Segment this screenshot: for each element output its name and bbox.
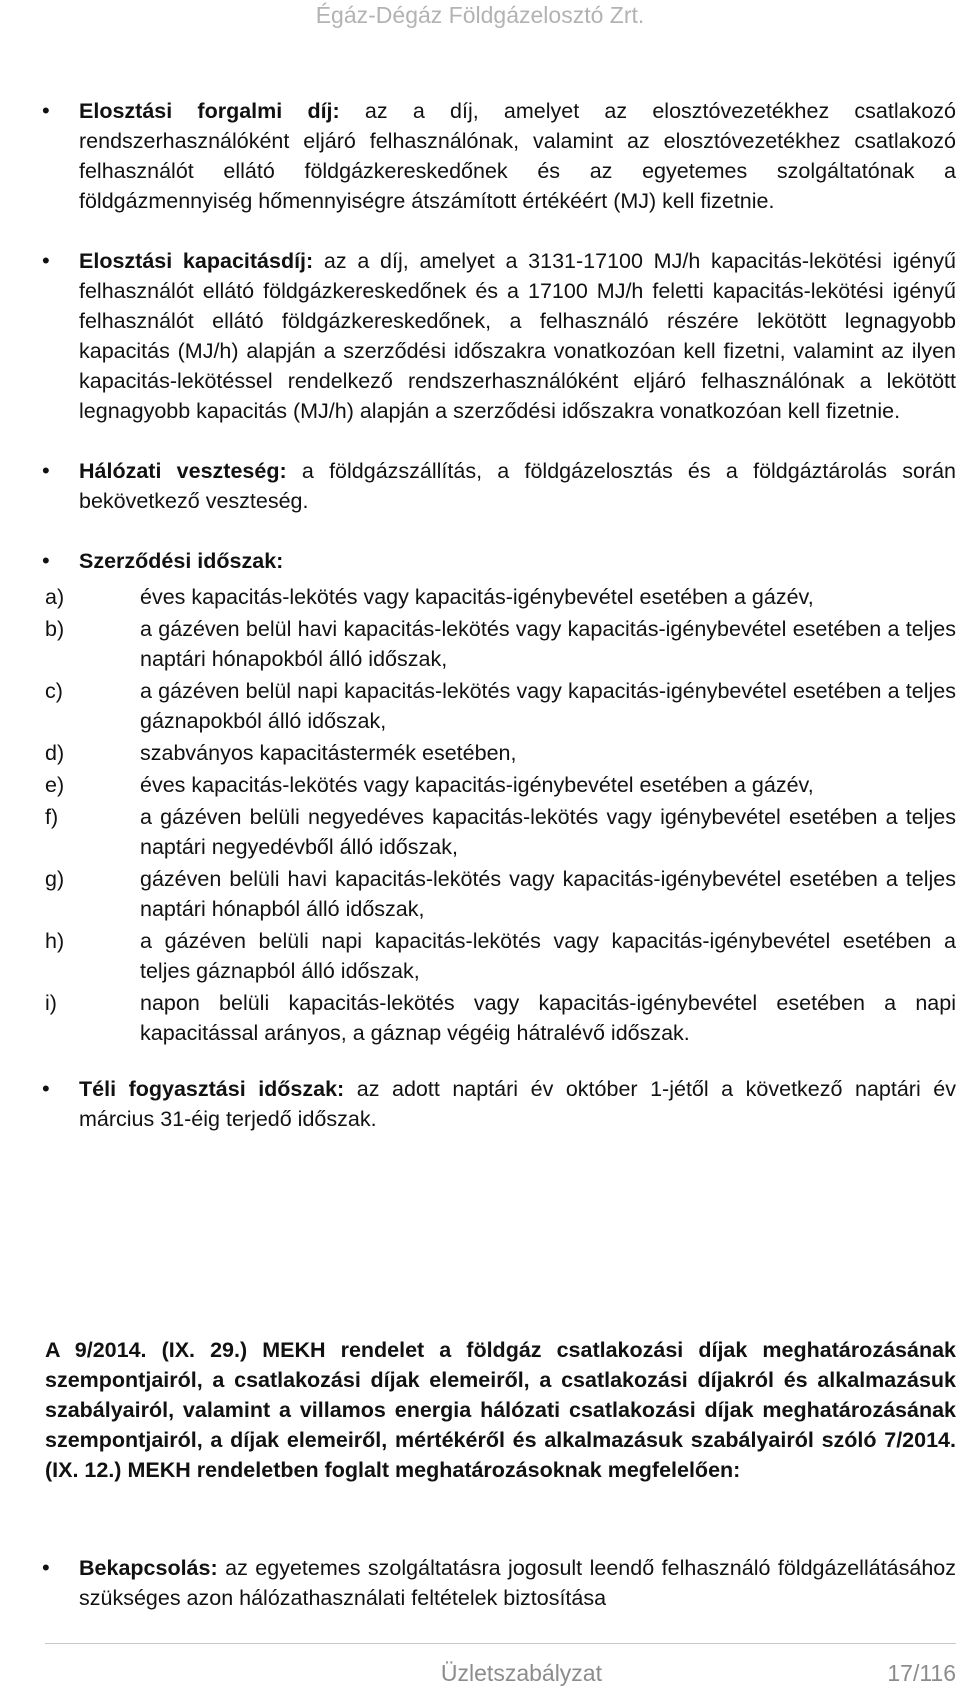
sub-list-item [0, 582, 956, 612]
sub-item-text: a gázéven belül napi kapacitás-lekötés vagy kapacitás-igénybevétel esetében a teljes gáznapokból álló időszak, [140, 679, 956, 733]
definition-term: Elosztási kapacitásdíj: [79, 249, 314, 273]
sub-list-item [0, 676, 956, 736]
sub-item-text: szabványos kapacitástermék esetében, [140, 741, 517, 765]
sub-item-text: a gázéven belüli negyedéves kapacitás-lekötés vagy igénybevétel esetében a teljes naptári negyedévből álló időszak, [140, 805, 956, 859]
definition-term: Bekapcsolás: [79, 1556, 218, 1580]
sub-list-item [0, 926, 956, 986]
definition-term: Hálózati veszteség: [79, 459, 287, 483]
legal-reference-heading: A 9/2014. (IX. 29.) MEKH rendelet a földgáz csatlakozási díjak meghatározásának szempontjairól, a csatlakozási díjak elemeiről, a csatlakozási díjakról és alkalmazásuk szabályairól, valamint a villamos energia hálózati csatlakozási díjak meghatározásának szempontjairól, a díjak elemeiről, mértékéről és alkalmazásuk szabályairól szóló 7/2014. (IX. 12.) MEKH rendeletben foglalt meghatározásoknak megfelelően: [45, 1338, 956, 1482]
page-header: Égáz-Dégáz Földgázelosztó Zrt. [315, 2, 645, 28]
definition-text: a földgázszállítás, a földgázelosztás és a földgáztárolás során bekövetkező veszteség. [79, 459, 956, 513]
sub-item-text: napon belüli kapacitás-lekötés vagy kapacitás-igénybevétel esetében a napi kapacitással arányos, a gáznap végéig hátralévő időszak. [140, 991, 956, 1045]
sub-item-letter: a) [45, 585, 65, 609]
sub-list [0, 582, 956, 1048]
definition-text: az egyetemes szolgáltatásra jogosult leendő felhasználó földgázellátásához szükséges azon hálózathasználati feltételek biztosítása [79, 1556, 956, 1610]
sub-item-text: éves kapacitás-lekötés vagy kapacitás-igénybevétel esetében a gázév, [140, 585, 814, 609]
bullet-dot-icon: • [42, 248, 50, 273]
sub-list-item [0, 802, 956, 862]
definition-list [0, 1553, 960, 1643]
footer-label: Üzletszabályzat [440, 1660, 602, 1686]
definition-item [0, 456, 956, 516]
sub-list-item [0, 988, 956, 1048]
definition-text: az a díj, amelyet a 3131-17100 MJ/h kapacitás-lekötési igényű felhasználót ellátó földgázkereskedőnek és a 17100 MJ/h feletti kapacitás-lekötési igényű felhasználót ellátó földgázkereskedőnek, a felhasználó részére lekötött legnagyobb kapacitás (MJ/h) alapján a szerződési időszakra vonatkozóan kell fizetni, valamint az ilyen kapacitás-lekötéssel rendelkező rendszerhasználóként eljáró felhasználónak a lekötött legnagyobb kapacitás (MJ/h) alapján a szerződési időszakra vonatkozóan kell fizetnie. [79, 249, 956, 423]
sub-list-item [0, 738, 956, 768]
definition-term: Szerződési időszak: [79, 549, 284, 573]
bullet-dot-icon: • [42, 1555, 50, 1580]
sub-item-letter: c) [45, 679, 63, 703]
sub-list-item [0, 770, 956, 800]
definition-list [0, 96, 960, 1164]
sub-item-letter: f) [45, 805, 59, 829]
sub-item-letter: i) [45, 991, 57, 1015]
sub-item-text: éves kapacitás-lekötés vagy kapacitás-igénybevétel esetében a gázév, [140, 773, 814, 797]
definition-text: az adott naptári év október 1-jétől a következő naptári év március 31-éig terjedő időszak. [79, 1077, 956, 1131]
definition-term: Elosztási forgalmi díj: [79, 99, 340, 123]
sub-list-item [0, 614, 956, 674]
sub-item-text: gázéven belüli havi kapacitás-lekötés vagy kapacitás-igénybevétel esetében a teljes naptári hónapból álló időszak, [140, 867, 956, 921]
definition-item [0, 246, 956, 426]
sub-list-item [0, 864, 956, 924]
footer-divider [45, 1643, 956, 1644]
bullet-dot-icon: • [42, 1076, 50, 1101]
definition-item [0, 546, 956, 1048]
page-number: 17/116 [887, 1660, 956, 1686]
definition-item [0, 96, 956, 216]
definition-item [0, 1553, 956, 1613]
sub-item-text: a gázéven belüli napi kapacitás-lekötés vagy kapacitás-igénybevétel esetében a teljes gáznapból álló időszak, [140, 929, 956, 983]
sub-item-letter: b) [45, 617, 65, 641]
bullet-dot-icon: • [42, 98, 50, 123]
sub-item-letter: g) [45, 867, 65, 891]
sub-item-letter: d) [45, 741, 65, 765]
definition-text: az a díj, amelyet az elosztóvezetékhez csatlakozó rendszerhasználóként eljáró felhasználónak, valamint az elosztóvezetékhez csatlakozó felhasználót ellátó földgázkereskedőnek és az egyetemes szolgáltatónak a földgázmennyiség hőmennyiségre átszámított értékéért (MJ) kell fizetnie. [79, 99, 957, 213]
definition-item [0, 1074, 956, 1134]
sub-item-letter: h) [45, 929, 65, 953]
bullet-dot-icon: • [42, 548, 50, 573]
bullet-dot-icon: • [42, 458, 50, 483]
sub-item-text: a gázéven belül havi kapacitás-lekötés vagy kapacitás-igénybevétel esetében a teljes naptári hónapokból álló időszak, [140, 617, 956, 671]
definition-term: Téli fogyasztási időszak: [79, 1077, 345, 1101]
sub-item-letter: e) [45, 773, 65, 797]
